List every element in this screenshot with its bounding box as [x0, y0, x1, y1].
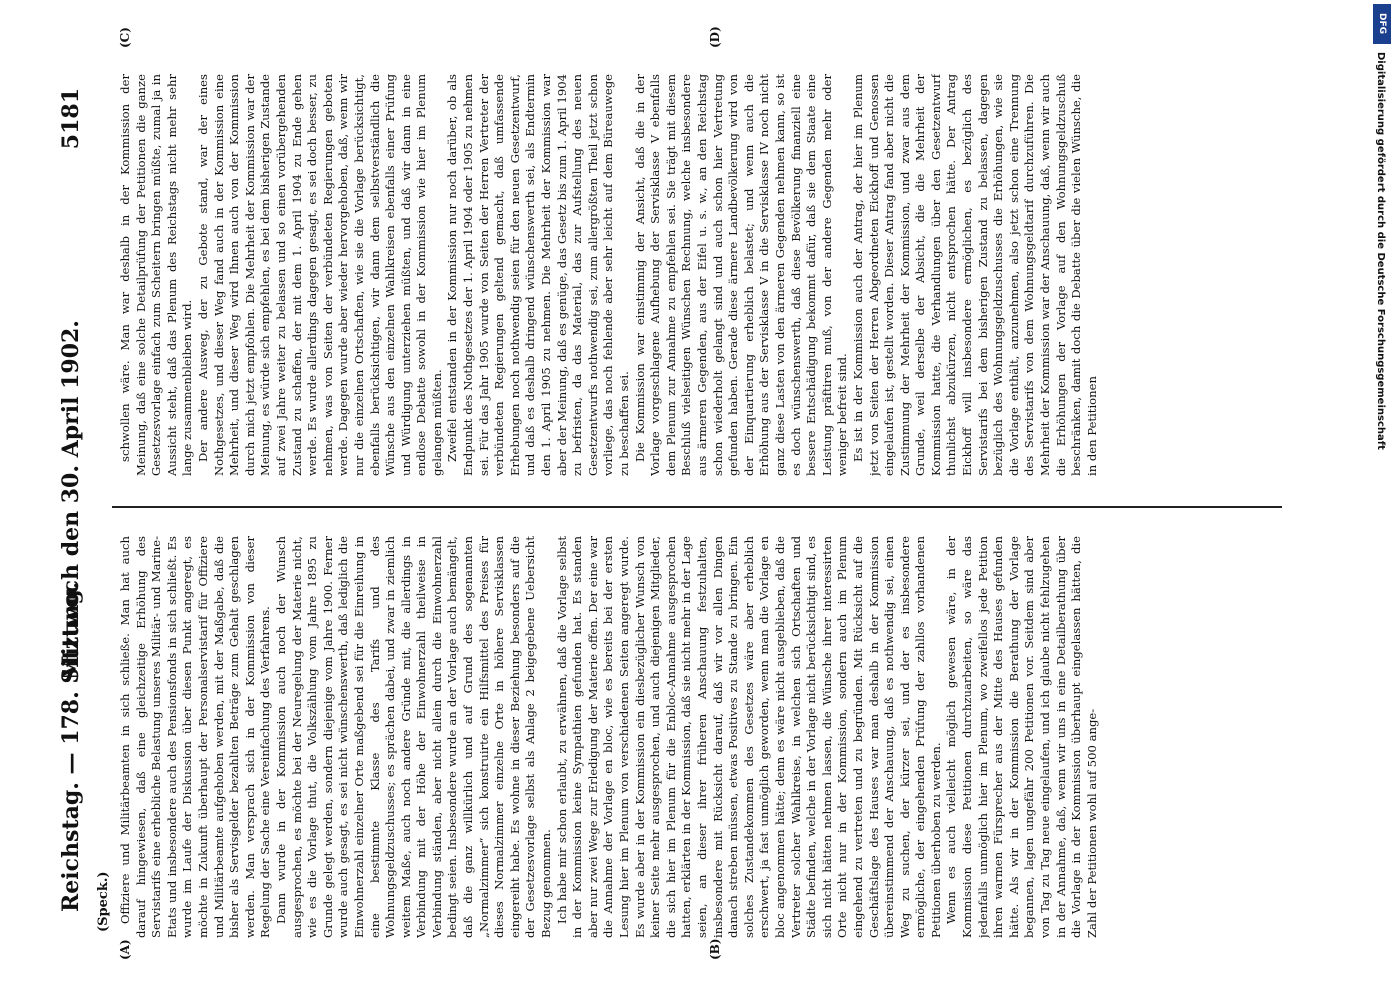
margin-marker-b: (B)	[708, 938, 722, 960]
left-text-column	[118, 536, 1278, 938]
paragraph: Der andere Ausweg, der zu Gebote stand, war der eines Nothgesetzes, und dieser Weg fand auch in der Kommission eine Mehrheit, und dieser Weg wird Ihnen auch von der Kommission durch mich jetzt empfohlen. Die Mehrheit der Kommission war der Meinung, es würde sich empfehlen, es bei dem bisherigen Zustande auf zwei Jahre weiter zu belassen und so einen vorübergehenden Zustand zu schaffen, der mit dem 1. April 1904 zu Ende gehen werde. Es wurde allerdings dagegen gesagt, es sei doch besser, zu nehmen, was von Seiten der verbündeten Regierungen geboten werde. Dagegen wurde aber wieder hervorgehoben, daß, wenn wir nur die einzelnen Ortschaften, wie sie die Vorlage berücksichtigt, ebenfalls berücksichtigen, wir dann dem selbstverständlich die Wünsche aus den einzelnen Wahlkreisen ebenfalls einer Prüfung und Würdigung unterziehen müßten, und daß wir dann in eine endlose Debatte sowohl in der Kommission wie hier im Plenum gelangen müßten.	[195, 74, 444, 476]
header-date: Mittwoch den 30. April 1902.	[58, 320, 84, 680]
dfg-logo: DFG	[1373, 4, 1391, 44]
page-header	[58, 60, 98, 940]
speaker-name: (Speck.)	[96, 871, 111, 932]
paragraph: schwollen wäre. Man war deshalb in der Kommission der Meinung, daß eine solche Detailprüfung der Petitionen die ganze Gesetzesvorlage einfach zum Scheitern bringen müßte, zumal ja in Aussicht steht, daß das Plenum des Reichstags nicht mehr sehr lange zusammenbleiben wird.	[118, 74, 195, 476]
paragraph: Dann wurde in der Kommission auch noch der Wunsch ausgesprochen, es möchte bei der Neuregelung der Materie nicht, wie es die Vorlage thut, die Volkszählung vom Jahre 1895 zu Grunde gelegt werden, sondern diejenige vom Jahre 1900. Ferner wurde auch gesagt, es sei nicht wünschenswerth, daß lediglich die Einwohnerzahl einzelner Orte maßgebend sei für die Einreihung in eine bestimmte Klasse des Tarifs und des Wohnungsgeldzuschusses; es sprächen dabei, und zwar in ziemlich weitem Maße, auch noch andere Gründe mit, die allerdings in Verbindung mit der Höhe der Einwohnerzahl theilweise in Verbindung ständen, aber nicht allein durch die Einwohnerzahl bedingt seien. Insbesondere wurde an der Vorlage auch bemängelt, daß die ganz willkürlich und auf Grund des sogenannten „Normalzimmer“ sich konstruirte ein Hilfsmittel des Preises für dieses Normalzimmer einzelne Orte in höhere Servisklassen eingereiht habe. Es wohne in dieser Beziehung besonders auf die der Gesetzesvorlage selbst als Anlage 2 beigegebene Uebersicht Bezug genommen.	[273, 536, 554, 938]
column-divider	[112, 506, 1282, 508]
paragraph: Zweifel entstanden in der Kommission nur noch darüber, ob als Endpunkt des Nothgesetzes der 1. April 1904 oder 1905 zu nehmen sei. Für das Jahr 1905 wurde von Seiten der Herren Vertreter der verbündeten Regierungen geltend gemacht, daß umfassende Erhebungen noch nothwendig seien für den neuen Gesetzentwurf, und daß es deshalb dringend wünschenswerth sei, als Endtermin den 1. April 1905 zu nehmen. Die Mehrheit der Kommission war aber der Meinung, daß es genüge, das Gesetz bis zum 1. April 1904 zu befristen, da das Material, das zur Aufstellung des neuen Gesetzentwurfs nothwendig sei, zum allergrößten Theil jetzt schon vorliege, das noch fehlende aber sehr leicht auf dem Büreauwege zu beschaffen sei.	[445, 74, 631, 476]
header-session: Reichstag. — 178. Sitzung.	[58, 581, 84, 912]
margin-marker-d: (D)	[708, 26, 722, 48]
margin-marker-c: (C)	[118, 27, 132, 48]
right-text-column	[118, 74, 1278, 476]
digitization-sidebar	[1371, 0, 1395, 1000]
paragraph: Es ist in der Kommission auch der Antrag, der hier im Plenum jetzt von Seiten der Herren Abgeordneten Eickhoff und Genossen eingelaufen ist, gestellt worden. Dieser Antrag fand aber nicht die Zustimmung der Mehrheit der Kommission, und zwar aus dem Grunde, weil derselbe der Absicht, die die Mehrheit der Kommission hatte, die Verhandlungen über den Gesetzentwurf thunlichst abzukürzen, nicht entsprochen hätte. Der Antrag Eickhoff will insbesondere ermöglichen, es bezüglich des Servistarifs bei dem bisherigen Zustand zu belassen, dagegen bezüglich des Wohnungsgeldzuschusses die Erhöhungen, wie sie die Vorlage enthält, anzunehmen, also jetzt schon eine Trennung des Servistarifs von dem Wohnungsgeldtarif durchzuführen. Die Mehrheit der Kommission war der Anschauung, daß, wenn wir auch die Erhöhungen der Vorlage auf den Wohnungsgeldzuschuß beschränken, damit doch die Debatte über die vielen Wünsche, die in den Petitionen	[850, 74, 1099, 476]
paragraph: Wenn es auch vielleicht möglich gewesen wäre, in der Kommission diese Petitionen durchzuarbeiten, so wäre das jedenfalls unmöglich hier im Plenum, wo zweifellos jede Petition ihren warmen Fürsprecher aus der Mitte des Hauses gefunden hätte. Als wir in der Kommission die Berathung der Vorlage begannen, lagen ungefähr 200 Petitionen vor. Seitdem sind aber von Tag zu Tag neue eingelaufen, und ich glaube nicht fehlzugehen in der Annahme, daß, wenn wir uns in eine Detailberathung über die Vorlage in der Kommission überhaupt eingelassen hätten, die Zahl der Petitionen wohl auf 500 ange-	[944, 536, 1099, 938]
digitization-note: Digitalisierung gefördert durch die Deutsche Forschungsgemeinschaft	[1375, 52, 1386, 450]
paragraph: Offiziere und Militärbeamten in sich schließe. Man hat auch darauf hingewiesen, daß eine gleichzeitige Erhöhung des Servistarifs eine erhebliche Belastung unseres Militär- und Marine-Etats und insbesondere auch des Pensionsfonds in sich schließt. Es wurde im Laufe der Diskussion über diesen Punkt angeregt, es möchte in Zukunft überhaupt der Personalservistarif für Offiziere und Militärbeamte aufgehoben werden, mit der Maßgabe, daß die bisher als Servisgelder bezahlten Beträge zum Gehalt geschlagen werden. Man versprach sich in der Kommission von dieser Regelung der Sache eine Vereinfachung des Verfahrens.	[118, 536, 273, 938]
paragraph: Ich habe mir schon erlaubt, zu erwähnen, daß die Vorlage selbst in der Kommission keine Sympathien gefunden hat. Es standen aber nur zwei Wege zur Erledigung der Materie offen. Der eine war die Annahme der Vorlage en bloc, wie es bereits bei der ersten Lesung hier im Plenum von verschiedenen Seiten angeregt wurde. Es wurde aber in der Kommission ein diesbezüglicher Wunsch von keiner Seite mehr ausgesprochen, und auch diejenigen Mitglieder, die sich hier im Plenum für die Enbloc-Annahme ausgesprochen hatten, erklärten in der Kommission, daß sie nicht mehr in der Lage seien, an dieser ihrer früheren Anschauung festzuhalten, insbesondere mit Rücksicht darauf, daß wir vor allen Dingen danach streben müssen, etwas Positives zu Stande zu bringen. Ein solches Zustandekommen des Gesetzes wäre aber erheblich erschwert, ja fast unmöglich geworden, wenn man die Vorlage en bloc angenommen hätte; denn es wäre nicht ausgeblieben, daß die Vertreter solcher Wahlkreise, in welchen sich Ortschaften und Städte befinden, welche in der Vorlage nicht berücksichtigt sind, es sich nicht hätten nehmen lassen, die Wünsche ihrer interessirten Orte nicht nur in der Kommission, sondern auch im Plenum eingehend zu vertreten und zu begründen. Mit Rücksicht auf die Geschäftslage des Hauses war man deshalb in der Kommission übereinstimmend der Anschauung, daß es nothwendig sei, einen Weg zu suchen, der kürzer sei, und der es insbesondere ermögliche, der eingehenden Prüfung der zahllos vorhandenen Petitionen überhoben zu werden.	[554, 536, 943, 938]
margin-marker-a: (A)	[118, 939, 132, 960]
page-number: 5181	[58, 88, 84, 150]
paragraph: Die Kommission war einstimmig der Ansicht, daß die in der Vorlage vorgeschlagene Aufhebung der Servisklasse V ebenfalls dem Plenum zur Annahme zu empfehlen sei. Sie trägt mit diesem Beschluß vielseitigen Wünschen Rechnung, welche insbesondere aus ärmeren Gegenden, aus der Eifel u. s. w., an den Reichstag schon wiederholt gelangt sind und auch schon hier Vertretung gefunden haben. Gerade diese ärmere Landbevölkerung wird von der Einquartierung erheblich belastet; und wenn auch die Erhöhung aus der Servisklasse V in die Servisklasse IV noch nicht ganz diese Lasten von den ärmeren Gegenden nehmen kann, so ist es doch wünschenswerth, daß diese Bevölkerung finanziell eine bessere Entschädigung bekommt dafür, daß sie dem Staate eine Leistung präftiren muß, von der andere Gegenden mehr oder weniger befreit sind.	[632, 74, 850, 476]
